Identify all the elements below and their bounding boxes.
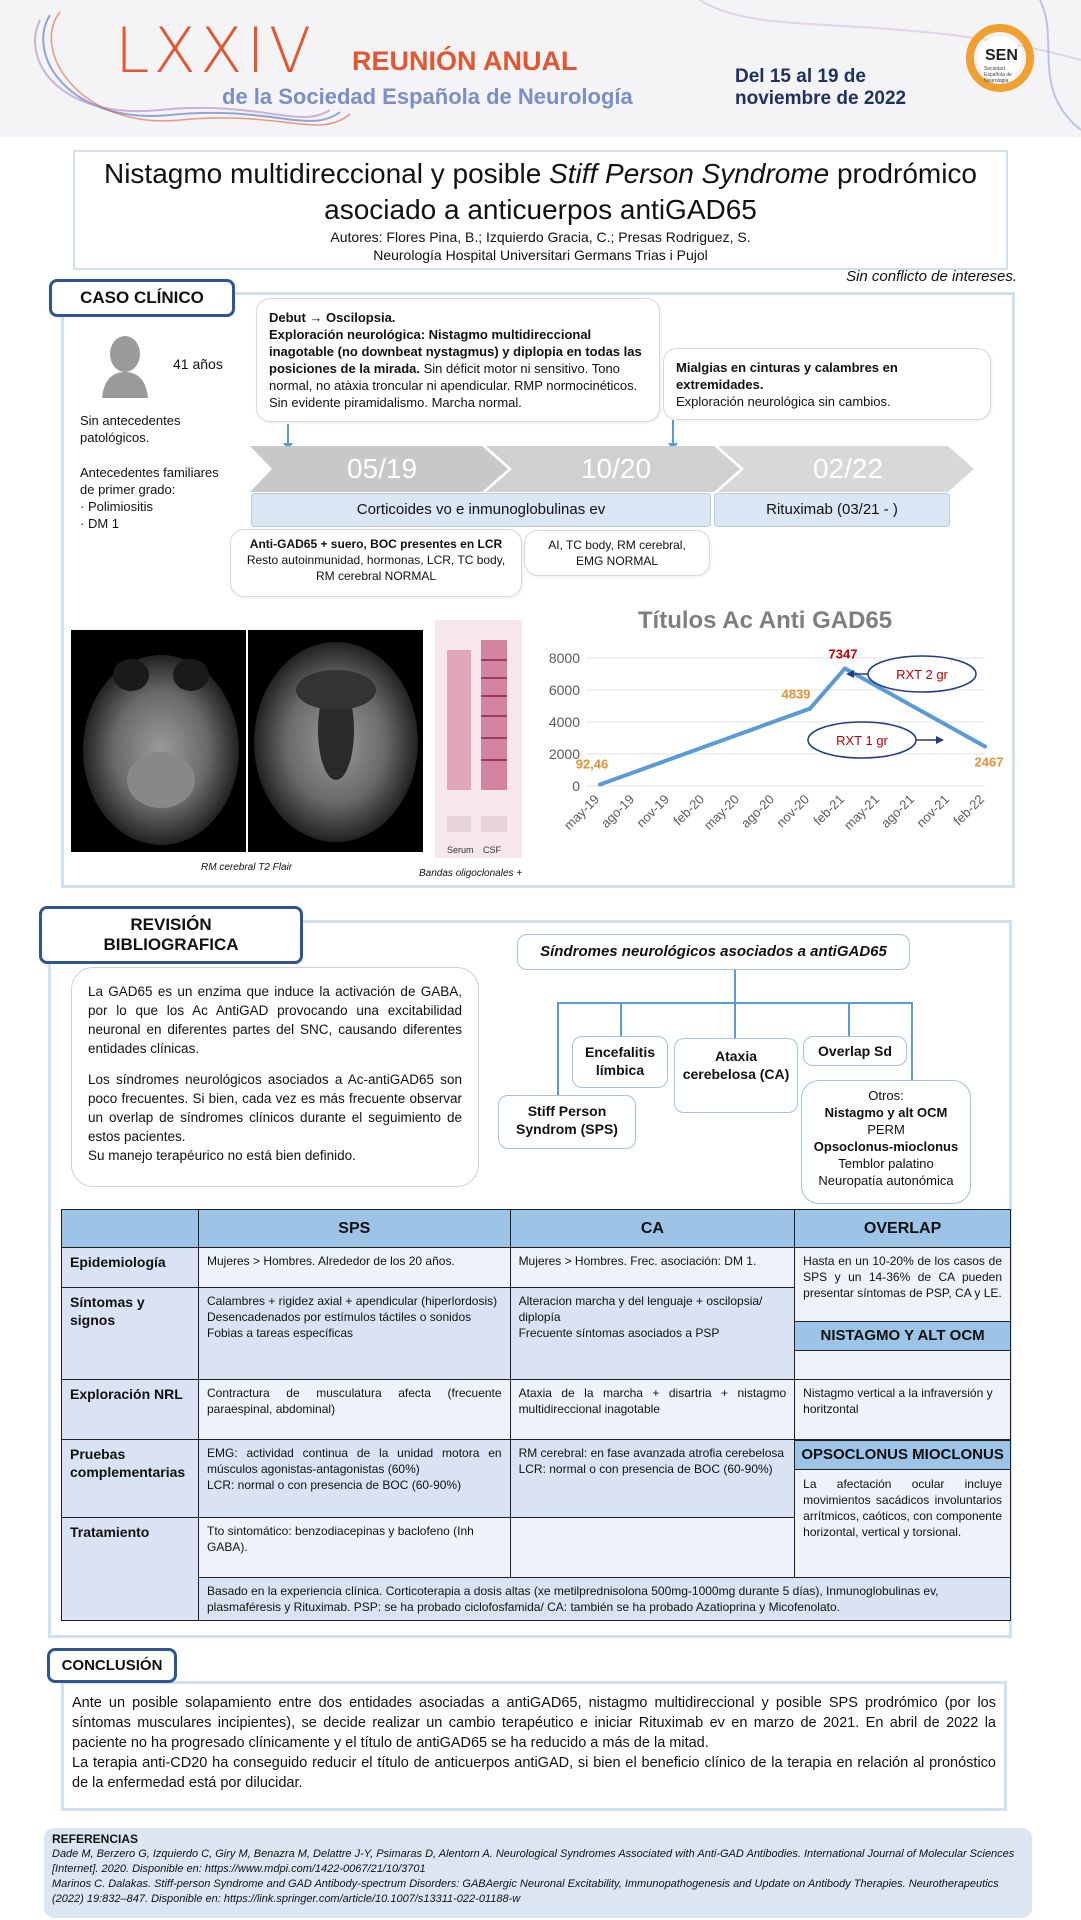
timeline-date-2: 10/20 (580, 453, 652, 484)
references-box (44, 1828, 1032, 1918)
caso-clinico-tag: CASO CLÍNICO (49, 279, 235, 317)
x-tick-label: ago-19 (597, 791, 638, 831)
opsoclonus-cell (795, 1440, 1011, 1578)
debut-text: Sin déficit motor ni sensitivo. Tono normal, no atàxia troncular ni apendicular. RMP normocinéticos. Sin evidente piramidalismo. Marcha normal. (269, 361, 638, 410)
data-label: 7347 (828, 646, 858, 662)
caption-bandas: Bandas oligoclonales + (419, 868, 523, 879)
chart-svg (530, 604, 1004, 874)
x-tick-label: feb-20 (670, 791, 708, 829)
table-cell: Mujeres > Hombres. Frec. asociación: DM 1. (510, 1248, 795, 1288)
table-cell: Mujeres > Hombres. Alrededor de los 20 años. (198, 1248, 510, 1288)
lab-results-2: AI, TC body, RM cerebral, EMG NORMAL (524, 530, 710, 576)
table-cell (510, 1288, 795, 1380)
diagram-ataxia: Ataxia cerebelosa (CA) (674, 1038, 798, 1113)
dates-line1: Del 15 al 19 de (735, 66, 866, 87)
title-italic: Stiff Person Syndrome (549, 158, 830, 189)
sen-logo-subtitle: Sociedad Española de Neurología (984, 66, 1012, 84)
timeline-date-1: 05/19 (346, 453, 418, 484)
header-ca: CA (510, 1210, 795, 1248)
mialgias-text: Exploración neurológica sin cambios. (676, 394, 891, 409)
data-label: 92,46 (575, 756, 609, 772)
title-part: Nistagmo multidireccional y posible (103, 158, 550, 189)
diagram-connector (734, 970, 736, 1002)
cell-line: EMG: actividad continua de la unidad motora en músculos agonistas-antagonistas (60%) (206, 1446, 502, 1476)
mri-scan-image (71, 630, 423, 852)
data-point (983, 745, 987, 749)
table-header-row (62, 1210, 1011, 1248)
table-cell (198, 1288, 510, 1380)
x-tick-label: ago-20 (737, 791, 778, 831)
debut-title: Debut → Oscilopsia. (269, 310, 396, 325)
data-label: 2467 (974, 754, 1004, 770)
gad65-chart (530, 604, 1004, 874)
x-tick-label: nov-21 (913, 791, 953, 831)
diagram-connector (911, 1002, 913, 1082)
society-name: de la Sociedad Española de Neurología (222, 84, 633, 109)
revision-p3: Su manejo terapéurico no está bien definido. (88, 1148, 356, 1163)
header-overlap: OVERLAP (795, 1210, 1011, 1248)
treatment-bar-2: Rituximab (03/21 - ) (714, 493, 950, 527)
meeting-name: REUNIÓN ANUAL (352, 46, 578, 76)
hospital: Neurología Hospital Universitari Germans Trias i Pujol (373, 247, 708, 263)
mialgias-bubble (663, 348, 991, 420)
otros-item: PERM (867, 1122, 905, 1137)
annotation-rxt2: RXT 2 gr (896, 667, 948, 682)
revision-p2: Los síndromes neurológicos asociados a Ac-antiGAD65 son poco frecuentes. Si bien, cada vez es más frecuente observar un overlap de síndromes clínicos durante el seguimiento de estos pacientes. (88, 1072, 462, 1144)
header-sps: SPS (198, 1210, 510, 1248)
diagram-connector (557, 1002, 559, 1097)
diagram-otros (801, 1080, 971, 1204)
mri-images (71, 630, 423, 852)
poster-title (75, 156, 1006, 228)
data-point (808, 707, 812, 711)
mialgias-bold: Mialgias en cinturas y calambres en extremidades. (676, 360, 898, 392)
x-tick-label: ago-21 (877, 791, 918, 831)
row-header: Exploración NRL (62, 1380, 199, 1440)
row-header: Síntomas y signos (62, 1288, 199, 1380)
antecedentes: Sin antecedentes patológicos. (80, 413, 181, 445)
y-tick-label: 2000 (548, 746, 580, 762)
caption-mri: RM cerebral T2 Flair (201, 862, 293, 873)
lab1-text: Resto autoinmunidad, hormonas, LCR, TC body, RM cerebral NORMAL (246, 553, 506, 583)
revision-p1: La GAD65 es un enzima que induce la activación de GABA, por lo que los Ac AntiGAD provocando una excitabilidad neuronal en diferentes partes del SNC, causando diferentes entidades clínicas. (88, 984, 462, 1056)
table-row (62, 1380, 1011, 1440)
table-corner (62, 1210, 199, 1248)
y-tick-label: 4000 (548, 714, 580, 730)
conclusion-p2: La terapia anti-CD20 ha conseguido reducir el título de anticuerpos antiGAD, si bien el beneficio clínico de la terapia en relación al pronóstico de la enfermedad está por dilucidar. (72, 1755, 996, 1791)
debut-bubble (256, 298, 660, 422)
arrow-down-icon (287, 424, 289, 444)
table-row (62, 1248, 1011, 1288)
references-title: REFERENCIAS (52, 1832, 139, 1846)
x-tick-label: nov-20 (773, 791, 813, 831)
otros-item: Nistagmo y alt OCM (824, 1105, 948, 1120)
timeline-date-3: 02/22 (812, 453, 884, 484)
conclusion-text (72, 1693, 996, 1793)
debut-bold: Exploración neurológica: Nistagmo multidireccional inagotable (no downbeat nystagmus) y diplopia en todas las posiciones de la mirada. (269, 327, 642, 376)
cell-line: Frecuente síntomas asociados a PSP (518, 1326, 720, 1340)
y-tick-label: 6000 (548, 682, 580, 698)
row-header: Epidemiología (62, 1248, 199, 1288)
diagram-sps: Stiff Person Syndrom (SPS) (498, 1095, 636, 1149)
gel-serum-label: Serum (447, 845, 474, 855)
title-part: prodrómico (829, 158, 978, 189)
conclusion-tag: CONCLUSIÓN (47, 1648, 177, 1683)
cell-line: LCR: normal o con presencia de BOC (60-90%) (206, 1478, 462, 1492)
familiares-item: · DM 1 (80, 516, 119, 531)
dates-line2: noviembre de 2022 (735, 88, 907, 109)
lab-results-1 (230, 529, 522, 597)
row-header: Pruebas complementarias (62, 1440, 199, 1518)
annotation-rxt1: RXT 1 gr (836, 733, 888, 748)
table-cell: Tto sintomático: benzodiacepinas y baclofeno (Inh GABA). (198, 1518, 510, 1578)
x-tick-label: may-21 (840, 791, 883, 833)
row-header: Tratamiento (62, 1518, 199, 1621)
lab1-bold: Anti-GAD65 + suero, BOC presentes en LCR (249, 537, 503, 551)
meeting-number: LXXIV (115, 14, 316, 87)
cell-line: Desencadenados por estímulos táctiles o sonidos (206, 1310, 472, 1324)
x-tick-label: feb-22 (950, 791, 988, 829)
diagram-overlap: Overlap Sd (803, 1036, 907, 1066)
table-cell: Nistagmo vertical a la infraversión y horitzontal (795, 1380, 1011, 1440)
y-tick-label: 0 (572, 778, 580, 794)
table-cell: Ataxia de la marcha + disartria + nistagmo multidireccional inagotable (510, 1380, 795, 1440)
opsoclonus-header: OPSOCLONUS MIOCLONUS (795, 1440, 1010, 1470)
table-cell: Contractura de musculatura afecta (frecuente paraespinal, abdominal) (198, 1380, 510, 1440)
diagram-connector (734, 1002, 736, 1038)
gel-csf-label: CSF (483, 845, 501, 855)
table-cell (510, 1518, 795, 1578)
diagram-connector (848, 1002, 850, 1036)
patient-silhouette-icon (98, 334, 152, 398)
table-cell (198, 1440, 510, 1518)
chart-title: Títulos Ac Anti GAD65 (637, 607, 893, 634)
data-point (598, 783, 602, 787)
x-tick-label: may-20 (700, 791, 743, 833)
meeting-dates (735, 66, 906, 110)
authors: Autores: Flores Pina, B.; Izquierdo Gracia, C.; Presas Rodriguez, S. (330, 229, 751, 245)
diagram-title: Síndromes neurológicos asociados a antiGAD65 (517, 934, 910, 970)
conclusion-p1: Ante un posible solapamiento entre dos entidades asociadas a antiGAD65, nistagmo multidireccional y posible SPS prodrómico (por los síntomas musculares incipientes), se decide realizar un cambio terapéutico e iniciar Rituximab ev en marzo de 2021. En abril de 2022 la paciente no ha progresado clínicamente y el título de antiGAD65 se ha reducido a más de la mitad. (72, 1695, 996, 1751)
opsoclonus-text: La afectación ocular incluye movimientos sacádicos involuntarios arrítmicos, caóticos, con componente horizontal, vertical y torsional. (803, 1477, 1002, 1539)
antecedentes-familiares (80, 464, 230, 532)
table-cell (510, 1440, 795, 1518)
table-row (62, 1440, 1011, 1518)
cell-line: LCR: normal o con presencia de BOC (60-90%) (518, 1462, 773, 1476)
revision-text-box (71, 967, 479, 1187)
overlap-text: Hasta en un 10-20% de los casos de SPS y un 14-36% de CA pueden presentar síntomas de PSP, CA y LE. (803, 1254, 1002, 1300)
poster-title-box (73, 150, 1008, 270)
cell-line: Alteracion marcha y del lenguaje + oscilopsia/ diplopía (518, 1294, 763, 1324)
y-tick-label: 8000 (548, 650, 580, 666)
x-tick-label: nov-19 (633, 791, 673, 831)
x-tick-label: feb-21 (810, 791, 848, 829)
sen-logo-text: SEN (985, 47, 1018, 64)
treatment-bar-1: Corticoides vo e inmunoglobulinas ev (251, 493, 711, 527)
title-line2: asociado a anticuerpos antiGAD65 (324, 194, 757, 225)
otros-title: Otros: (868, 1088, 904, 1103)
data-point (843, 666, 847, 670)
x-tick-label: may-19 (560, 791, 603, 833)
overlap-cell (795, 1248, 1011, 1380)
oligoclonal-gel-image (435, 620, 522, 858)
gel-bands (435, 620, 522, 858)
arrow-down-icon (672, 420, 674, 444)
comparison-table (61, 1209, 1011, 1621)
table-cell: Basado en la experiencia clínica. Corticoterapia a dosis altas (xe metilprednisolona 500mg-1000mg durante 5 días), Inmunoglobulinas ev, plasmaféresis y Rituximab. PSP: se ha probado ciclofosfamida/ CA: también se ha probado Azatioprina y Micofenolato. (198, 1578, 1010, 1621)
otros-item: Neuropatía autonómica (818, 1173, 954, 1188)
cell-line: Fobias a tareas específicas (206, 1326, 354, 1340)
otros-item: Opsoclonus-mioclonus (813, 1139, 959, 1154)
familiares-item: · Polimiositis (80, 499, 153, 514)
cell-line: RM cerebral: en fase avanzada atrofia cerebelosa (518, 1446, 785, 1460)
reference-item: Dade M, Berzero G, Izquierdo C, Giry M, Benazra M, Delattre J-Y, Psimaras D, Alentorn A. Neurological Syndromes Associated with Anti-GAD Antibodies. International Journal of Molecular Sciences [Internet]. 2020. Disponible en: https://www.mdpi.com/1422-0067/21/10/3701 (52, 1848, 1015, 1875)
diagram-encefalitis: Encefalitis límbica (572, 1036, 668, 1088)
conflict-statement: Sin conflicto de intereses. (846, 268, 1017, 285)
otros-item: Temblor palatino (838, 1156, 934, 1171)
familiares-title: Antecedentes familiares de primer grado: (80, 465, 219, 497)
reference-item: Marinos C. Dalakas. Stiff-person Syndrome and GAD Antibody-spectrum Disorders: GABAergic Neuronal Excitability, Immunopathogenesis and Update on Antibody Therapies. Neurotherapeutics (2022) 19:832–847. Disponible en: https://link.springer.com/article/10.1007/s13311-022-01188-w (52, 1878, 999, 1905)
table-row (62, 1578, 1011, 1621)
cell-line: Calambres + rigidez axial + apendicular (hiperlordosis) (206, 1294, 498, 1308)
arrow-head-icon (936, 736, 944, 744)
patient-age: 41 años (173, 356, 223, 372)
conference-header (0, 0, 1081, 137)
data-label: 4839 (781, 686, 811, 702)
revision-tag: REVISIÓN BIBLIOGRAFICA (39, 906, 303, 964)
diagram-connector (620, 1002, 622, 1038)
nistagmo-header: NISTAGMO Y ALT OCM (795, 1321, 1010, 1351)
